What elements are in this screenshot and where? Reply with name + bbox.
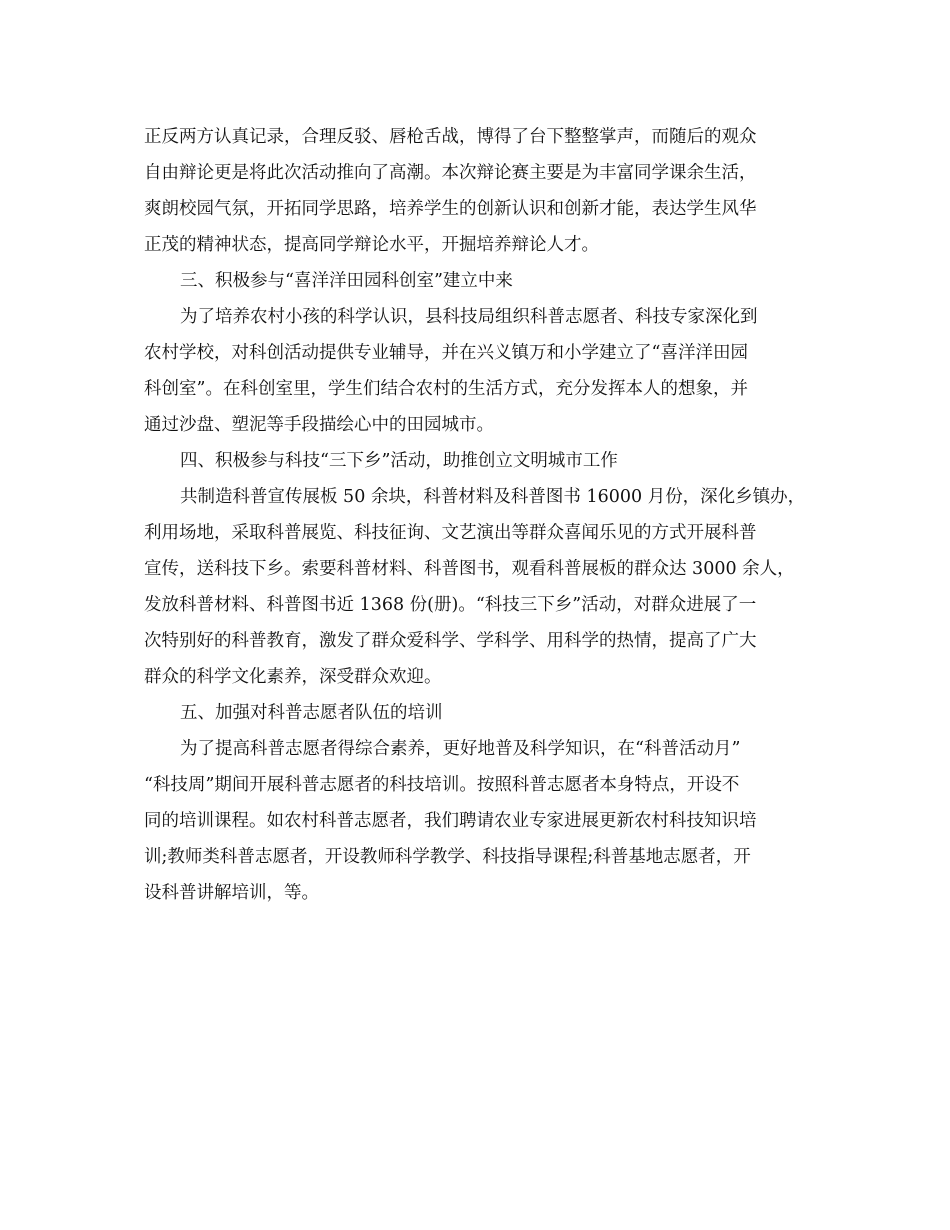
text-line: 宣传，送科技下乡。索要科普材料、科普图书，观看科普展板的群众达 3000 余人， — [144, 559, 795, 579]
text-line: 为了培养农村小孩的科学认识，县科技局组织科普志愿者、科技专家深化到 — [180, 307, 758, 327]
text-line: 正反两方认真记录，合理反驳、唇枪舌战，博得了台下整整掌声，而随后的观众 — [144, 127, 757, 147]
text-line: 自由辩论更是将此次活动推向了高潮。本次辩论赛主要是为丰富同学课余生活， — [144, 163, 757, 183]
text-line: “科技周”期间开展科普志愿者的科技培训。按照科普志愿者本身特点，开设不 — [144, 775, 740, 795]
section-heading: 五、加强对科普志愿者队伍的培训 — [180, 703, 443, 723]
text-line: 爽朗校园气氛，开拓同学思路，培养学生的创新认识和创新才能，表达学生风华 — [144, 199, 757, 219]
text-line: 群众的科学文化素养，深受群众欢迎。 — [144, 667, 442, 687]
section-heading: 四、积极参与科技“三下乡”活动，助推创立文明城市工作 — [180, 451, 618, 471]
text-line: 正茂的精神状态，提高同学辩论水平，开掘培养辩论人才。 — [144, 235, 599, 255]
section-heading: 三、积极参与“喜洋洋田园科创室”建立中来 — [180, 271, 513, 291]
text-line: 为了提高科普志愿者得综合素养，更好地普及科学知识，在“科普活动月” — [180, 739, 741, 759]
text-line: 利用场地，采取科普展览、科技征询、文艺演出等群众喜闻乐见的方式开展科普 — [144, 523, 757, 543]
text-line: 农村学校，对科创活动提供专业辅导，并在兴义镇万和小学建立了“喜洋洋田园 — [144, 343, 748, 363]
text-line: 同的培训课程。如农村科普志愿者，我们聘请农业专家进展更新农村科技知识培 — [144, 811, 757, 831]
text-line: 通过沙盘、塑泥等手段描绘心中的田园城市。 — [144, 415, 494, 435]
text-line: 次特别好的科普教育，激发了群众爱科学、学科学、用科学的热情，提高了广大 — [144, 631, 757, 651]
text-line: 共制造科普宣传展板 50 余块，科普材料及科普图书 16000 月份，深化乡镇办， — [180, 487, 806, 507]
text-line: 设科普讲解培训，等。 — [144, 883, 319, 903]
text-line: 训;教师类科普志愿者，开设教师科学教学、科技指导课程;科普基地志愿者，开 — [144, 847, 751, 867]
text-line: 科创室”。在科创室里，学生们结合农村的生活方式，充分发挥本人的想象，并 — [144, 379, 748, 399]
document-body — [144, 119, 814, 911]
text-line: 发放科普材料、科普图书近 1368 份(册)。“科技三下乡”活动，对群众进展了一 — [144, 595, 757, 615]
